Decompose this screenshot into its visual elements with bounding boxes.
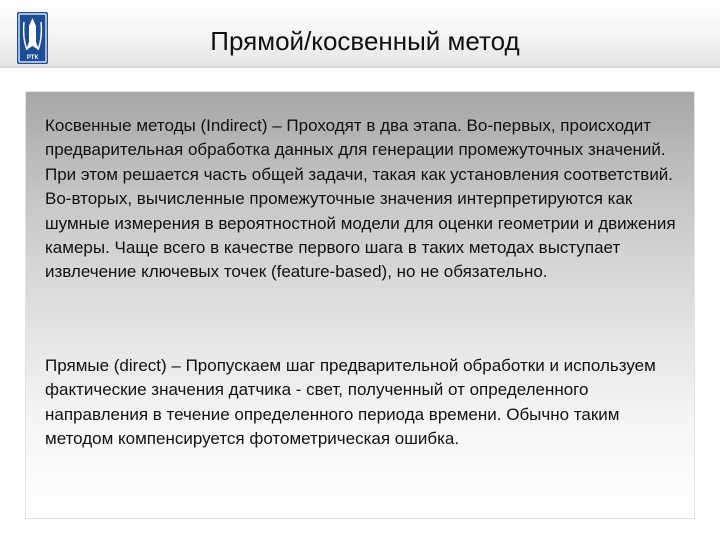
paragraph-direct: Прямые (direct) – Пропускаем шаг предварительной обработки и используем фактические значения датчика - свет, полученный от определенного направления в течение определенного периода времени. Обычно таким методом компенсируется фотометрическая ошибка.	[45, 356, 656, 449]
header-divider	[0, 66, 720, 68]
paragraph-indirect: Косвенные методы (Indirect) – Проходят в два этапа. Во-первых, происходит предварительная обработка данных для генерации промежуточных значений. При этом решается часть общей задачи, такая как установления соответствий. Во-вторых, вычисленные промежуточные значения интерпретируются как шумные измерения в вероятностной модели для оценки геометрии и движения камеры. Чаще всего в качестве первого шага в таких методах выступает извлечение ключевых точек (feature-based), но не обязательно.	[45, 116, 676, 282]
logo-lettering: РТК	[26, 55, 39, 61]
slide-title: Прямой/косвенный метод	[210, 26, 520, 56]
rtk-logo-icon	[17, 12, 48, 64]
